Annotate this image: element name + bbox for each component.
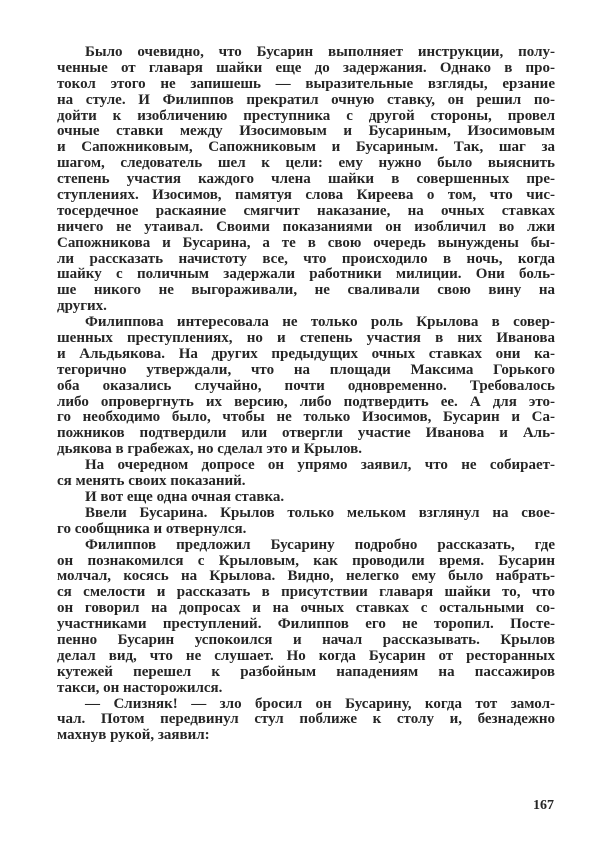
text-line: ченные от главаря шайки еще до задержания. Однако в про- bbox=[57, 59, 555, 76]
text-line: ся менять своих показаний. bbox=[57, 473, 246, 490]
text-line: на стуле. И Филиппов прекратил очную ставку, он решил по- bbox=[57, 91, 555, 108]
text-line: го сообщника и отвернулся. bbox=[57, 520, 247, 537]
text-line: Ввели Бусарина. Крылов только мельком взглянул на свое- bbox=[85, 504, 555, 521]
text-line: молчал, косясь на Крылова. Видно, нелегко ему было набрать- bbox=[57, 568, 555, 585]
text-line: И вот еще одна очная ставка. bbox=[85, 488, 285, 505]
text-line: он говорил на допросах и на очных ставках с остальными со- bbox=[57, 600, 555, 617]
text-line: пенно Бусарин успокоился и начал рассказывать. Крылов bbox=[57, 631, 555, 648]
page-body-text bbox=[57, 45, 555, 744]
text-line: токол этого не запишешь — выразительные взгляды, ерзание bbox=[57, 75, 555, 92]
text-line: пожников подтвердили или отвергли участие Иванова и Аль- bbox=[57, 425, 555, 442]
text-line: Было очевидно, что Бусарин выполняет инструкции, полу- bbox=[85, 44, 555, 60]
paragraph bbox=[57, 315, 555, 458]
text-line: тосердечное раскаяние смягчит наказание, на очных ставках bbox=[57, 202, 555, 219]
text-line: участниками преступлений. Филиппов его не торопил. Посте- bbox=[57, 616, 555, 633]
text-line: очные ставки между Изосимовым и Бусариным, Изосимовым bbox=[57, 123, 555, 140]
text-line: махнув рукой, заявил: bbox=[57, 727, 210, 744]
text-line: ничего не утаивал. Своими показаниями он изобличил во лжи bbox=[57, 218, 555, 235]
text-line: ся смелости и рассказать в присутствии главаря шайки то, что bbox=[57, 584, 555, 601]
paragraph bbox=[57, 538, 555, 697]
text-line: чал. Потом передвинул стул поближе к столу и, безнадежно bbox=[57, 711, 555, 728]
text-line: шенных преступлениях, но и степень участия в них Иванова bbox=[57, 330, 555, 347]
text-line: дьякова в грабежах, но сделал это и Крылов. bbox=[57, 441, 363, 458]
text-line: оба оказались случайно, почти одновременно. Требовалось bbox=[57, 377, 555, 394]
paragraph bbox=[57, 458, 555, 490]
text-line: Сапожникова и Бусарина, а те в свою очередь вынуждены бы- bbox=[57, 234, 555, 251]
text-line: го необходимо было, чтобы не только Изосимов, Бусарин и Са- bbox=[57, 409, 555, 426]
text-line: шайку с поличным задержали работники милиции. Они боль- bbox=[57, 266, 555, 283]
text-line: ше никого не выгораживали, не сваливали свою вину на bbox=[57, 282, 555, 299]
text-line: степень участия каждого члена шайки в совершенных пре- bbox=[57, 171, 555, 188]
text-line: либо опровергнуть их версию, либо подтвердить ее. А для это- bbox=[57, 393, 555, 410]
text-line: На очередном допросе он упрямо заявил, что не собирает- bbox=[85, 457, 555, 474]
text-line: — Слизняк! — зло бросил он Бусарину, когда тот замол- bbox=[85, 695, 555, 712]
text-line: Филиппова интересовала не только роль Крылова в совер- bbox=[85, 314, 555, 331]
paragraph bbox=[57, 490, 555, 506]
text-line: и Альдьякова. На других предыдущих очных ставках они ка- bbox=[57, 345, 555, 362]
text-line: и Сапожниковым, Сапожниковым и Бусариным. Так, шаг за bbox=[57, 139, 555, 156]
text-line: дойти к изобличению преступника с другой стороны, провел bbox=[57, 107, 555, 124]
text-line: тегорично утверждали, что на площади Максима Горького bbox=[57, 361, 555, 378]
text-line: кутежей перешел к разбойным нападениям на пассажиров bbox=[57, 663, 555, 680]
text-line: ступлениях. Изосимов, памятуя слова Киреева о том, что чис- bbox=[57, 187, 555, 204]
text-line: шагом, следователь шел к цели: ему нужно было выяснить bbox=[57, 155, 555, 172]
paragraph bbox=[57, 45, 555, 315]
text-line: он познакомился с Крыловым, как проводили время. Бусарин bbox=[57, 552, 555, 569]
paragraph bbox=[57, 506, 555, 538]
text-line: делал вид, что не слушает. Но когда Бусарин от ресторанных bbox=[57, 647, 555, 664]
text-line: такси, он насторожился. bbox=[57, 679, 223, 696]
page-number: 167 bbox=[533, 798, 554, 813]
text-line: других. bbox=[57, 298, 107, 315]
text-line: ли рассказать начистоту все, что происходило в ночь, когда bbox=[57, 250, 555, 267]
text-line: Филиппов предложил Бусарину подробно рассказать, где bbox=[85, 536, 555, 553]
paragraph bbox=[57, 697, 555, 745]
